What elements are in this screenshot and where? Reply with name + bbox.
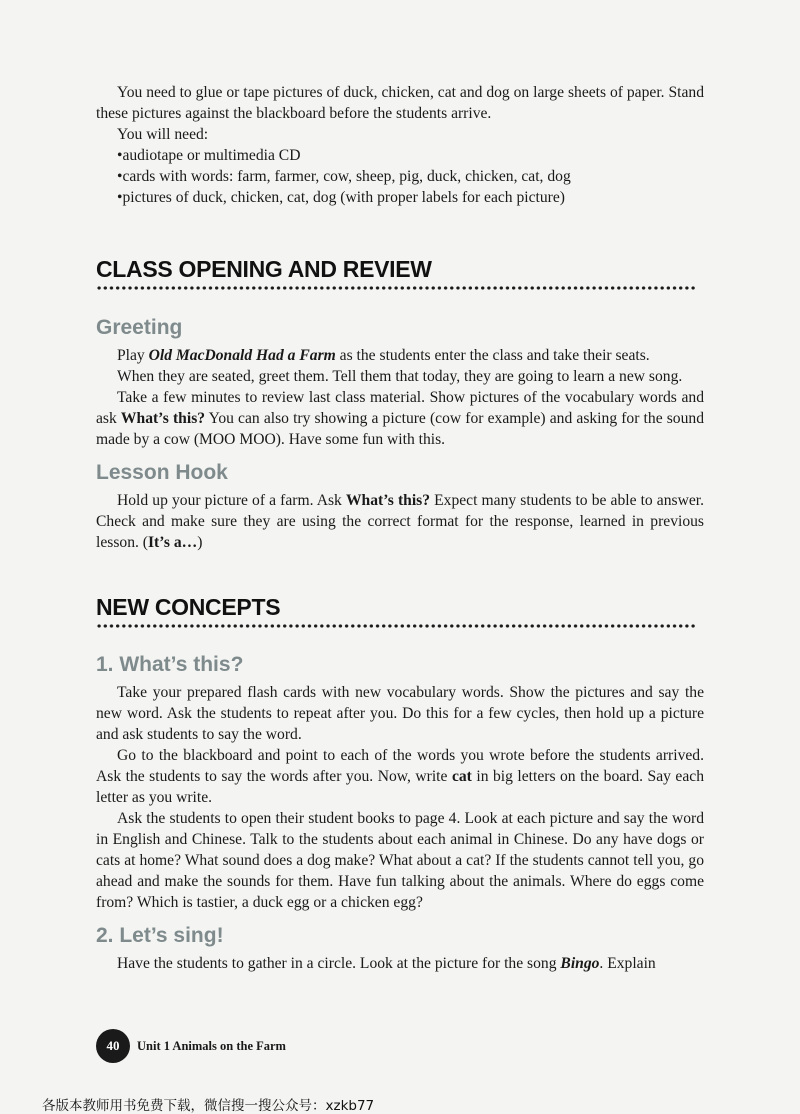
hook-paragraph: Hold up your picture of a farm. Ask What’s this? Expect many students to be able to answer. Check and make sure they are using the correct format for the response, learned in previous lesson. (It’s a…) xyxy=(96,492,705,551)
section-title-class-opening: CLASS OPENING AND REVIEW xyxy=(96,256,432,282)
subsection-title-lesson-hook: Lesson Hook xyxy=(96,461,228,484)
materials-list xyxy=(96,145,704,208)
subsection-title-whats-this: 1. What’s this? xyxy=(96,653,244,676)
page-footer xyxy=(96,1029,286,1063)
unit-label: Unit 1 Animals on the Farm xyxy=(137,1038,286,1053)
subsection-title-greeting: Greeting xyxy=(96,316,183,339)
song-title: Bingo xyxy=(560,955,600,972)
sing-paragraph: Have the students to gather in a circle. Look at the picture for the song Bingo. Explain xyxy=(117,955,656,972)
whats-this-paragraph-2: Go to the blackboard and point to each of the words you wrote before the students arrived. Ask the students to say the words after you. Now, write cat in big letters on the board. Say each letter as you write. xyxy=(96,747,704,806)
list-item: • pictures of duck, chicken, cat, dog (with proper labels for each picture) xyxy=(117,187,704,208)
list-item: • audiotape or multimedia CD xyxy=(117,145,704,166)
subsection-title-lets-sing: 2. Let’s sing! xyxy=(96,924,224,947)
song-title: Old MacDonald Had a Farm xyxy=(148,347,336,364)
need-label: You will need: xyxy=(117,126,209,143)
whats-this-paragraph-1: Take your prepared flash cards with new vocabulary words. Show the pictures and say the new word. Ask the students to repeat after you. Do this for a few cycles, then hold up a picture and ask students to say the word. xyxy=(96,684,704,743)
greeting-paragraph-1: Play Old MacDonald Had a Farm as the students enter the class and take their seats. xyxy=(117,347,650,364)
greeting-paragraph-3: Take a few minutes to review last class material. Show pictures of the vocabulary words and ask What’s this? You can also try showing a picture (cow for example) and asking for the sound made by a cow (MOO MOO). Have some fun with this. xyxy=(96,389,704,448)
intro-paragraph: You need to glue or tape pictures of duck, chicken, cat and dog on large sheets of paper. Stand these pictures against the blackboard before the students arrive. xyxy=(96,84,704,122)
list-item: • cards with words: farm, farmer, cow, sheep, pig, duck, chicken, cat, dog xyxy=(117,166,704,187)
page-number: 40 xyxy=(96,1029,130,1063)
watermark-text: 各版本教师用书免费下载，微信搜一搜公众号：xzkb77 xyxy=(42,1098,375,1114)
section-title-new-concepts: NEW CONCEPTS xyxy=(96,594,281,620)
greeting-paragraph-2: When they are seated, greet them. Tell them that today, they are going to learn a new song. xyxy=(117,368,683,385)
page-content xyxy=(96,82,704,974)
whats-this-paragraph-3: Ask the students to open their student books to page 4. Look at each picture and say the word in English and Chinese. Talk to the students about each animal in Chinese. Do any have dogs or cats at home? What sound does a dog make? What about a cat? If the students cannot tell you, go ahead and make the sounds for them. Have fun talking about the animals. Where do eggs come from? Which is tastier, a duck egg or a chicken egg? xyxy=(96,810,704,911)
